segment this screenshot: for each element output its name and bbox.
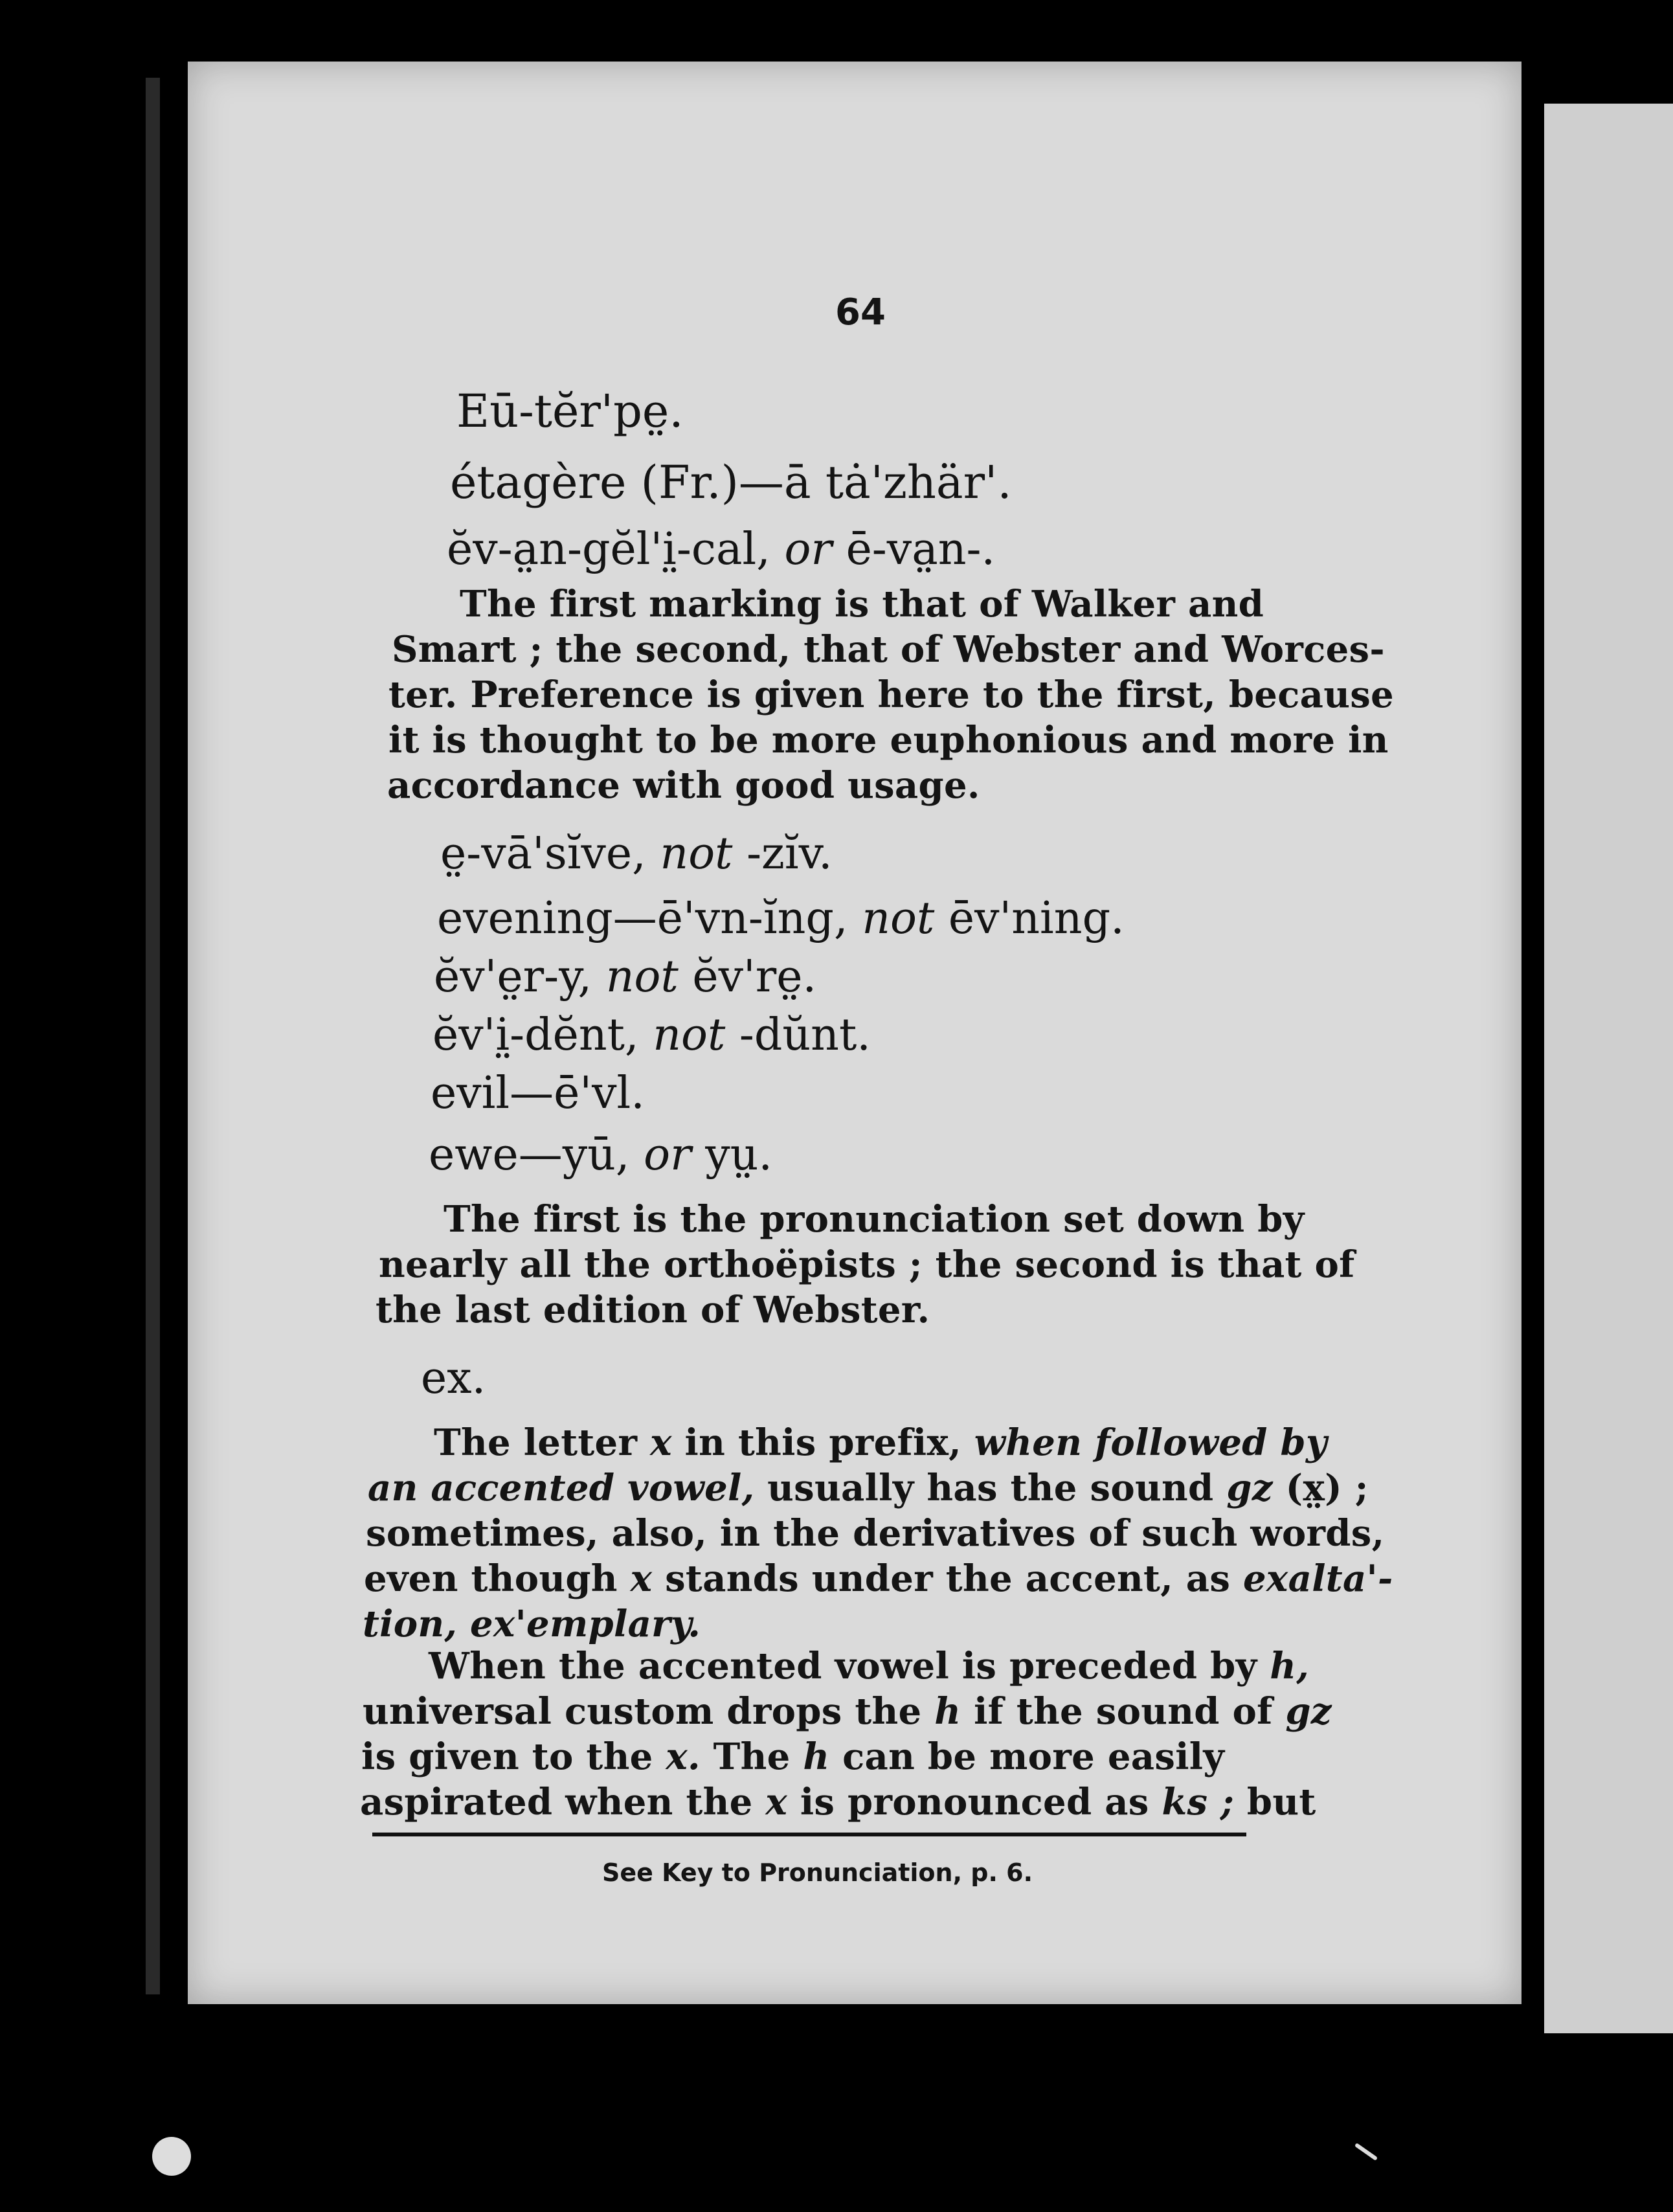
text-run: is given to the: [361, 1735, 666, 1778]
entry-euterpe: Eū-tĕr'pe̤.: [456, 385, 684, 438]
entry-variant: ē-va̤n-.: [831, 524, 996, 575]
entry-variant: -dŭnt.: [725, 1010, 871, 1061]
text-run: even though: [364, 1557, 631, 1600]
entry-every: [434, 951, 817, 1002]
page-number: 64: [835, 291, 886, 333]
entry-variant: -zĭv.: [732, 828, 833, 879]
text-run-italic: ks ;: [1162, 1781, 1235, 1823]
para2-line-3: the last edition of Webster.: [376, 1289, 930, 1331]
text-run: but: [1234, 1781, 1316, 1823]
text-run-italic: exalta'-: [1243, 1557, 1393, 1600]
para1-line-5: accordance with good usage.: [387, 764, 980, 807]
footer-rule: [372, 1833, 1246, 1836]
text-run: is pronounced as: [787, 1781, 1162, 1823]
text-run: can be more easily: [829, 1735, 1225, 1778]
para4-line-3: [361, 1735, 1225, 1778]
para2-line-2: nearly all the orthoëpists ; the second is that of: [379, 1243, 1355, 1286]
text-run: (x̤) ;: [1272, 1467, 1369, 1509]
entry-headword: e̤-vā'sĭve,: [440, 828, 660, 879]
entry-variant: yṳ.: [691, 1129, 773, 1180]
text-run-italic: h,: [1270, 1645, 1310, 1687]
entry-variant: ĕv're̤.: [678, 951, 817, 1002]
text-run-italic: h: [934, 1690, 961, 1733]
entry-ewe: [429, 1129, 773, 1180]
entry-ex: ex.: [421, 1353, 486, 1404]
text-run-italic: x: [630, 1557, 653, 1600]
text-run: aspirated when the: [360, 1781, 766, 1823]
entry-variant: ēv'ning.: [934, 893, 1125, 944]
book-spine-edge: [146, 78, 160, 1994]
text-run-italic: x.: [666, 1735, 701, 1778]
text-run: if the sound of: [961, 1690, 1286, 1733]
para1-line-1: The first marking is that of Walker and: [460, 583, 1264, 626]
entry-connector: not: [653, 1010, 726, 1061]
entry-evident: [432, 1010, 871, 1061]
text-run: The: [700, 1735, 803, 1778]
para4-line-2: [363, 1690, 1332, 1733]
text-run-italic: when followed by: [974, 1421, 1327, 1464]
text-run: When the accented vowel is preceded by: [429, 1645, 1270, 1687]
entry-headword: ĕv-a̤n-gĕl'i̤-cal,: [447, 524, 785, 575]
text-run-italic: tion, ex'emplary.: [363, 1603, 701, 1645]
entry-headword: ĕv'i̤-dĕnt,: [432, 1010, 653, 1061]
para3-line-5: [363, 1603, 701, 1645]
entry-headword: evening—ē'vn-ĭng,: [437, 893, 862, 944]
text-run: universal custom drops the: [363, 1690, 935, 1733]
para4-line-4: [360, 1781, 1316, 1823]
entry-evil: [431, 1068, 645, 1119]
text-run-italic: gz: [1285, 1690, 1332, 1733]
para3-line-4: [364, 1557, 1393, 1600]
entry-evangelical: [447, 524, 996, 575]
footer-note: See Key to Pronunciation, p. 6.: [602, 1858, 1033, 1887]
text-run: The letter: [434, 1421, 651, 1464]
text-run: usually has the sound: [754, 1467, 1227, 1509]
entry-headword: ĕv'e̤r-y,: [434, 951, 606, 1002]
text-run-italic: x: [765, 1781, 788, 1823]
para4-line-1: [429, 1645, 1310, 1687]
entry-connector: or: [644, 1129, 691, 1180]
next-page-edge: [1544, 104, 1673, 2033]
para3-line-1: [434, 1421, 1327, 1464]
para1-line-2: Smart ; the second, that of Webster and Worces-: [392, 628, 1385, 671]
entry-headword: evil—ē'vl.: [431, 1068, 645, 1119]
para1-line-4: it is thought to be more euphonious and more in: [388, 719, 1389, 762]
para3-line-2: [368, 1467, 1369, 1509]
entry-etagere: étagère (Fr.)—ā tȧ'zhär'.: [450, 456, 1012, 509]
entry-connector: not: [660, 828, 733, 879]
entry-connector: or: [784, 524, 832, 575]
para3-line-3: sometimes, also, in the derivatives of such words,: [366, 1512, 1385, 1555]
scan-speck: [152, 2137, 191, 2176]
entry-evasive: [440, 828, 833, 879]
text-run: in this prefix,: [671, 1421, 974, 1464]
entry-connector: not: [862, 893, 935, 944]
entry-evening: [437, 893, 1125, 944]
page-gutter: [1521, 62, 1544, 2033]
para2-line-1: The first is the pronunciation set down by: [444, 1198, 1305, 1241]
text-run-italic: an accented vowel,: [368, 1467, 755, 1509]
entry-connector: not: [605, 951, 679, 1002]
text-run-italic: gz: [1226, 1467, 1273, 1509]
para1-line-3: ter. Preference is given here to the first, because: [388, 673, 1394, 716]
entry-headword: ewe—yū,: [429, 1129, 644, 1180]
text-run-italic: h: [803, 1735, 830, 1778]
text-run: stands under the accent, as: [652, 1557, 1243, 1600]
text-run-italic: x: [650, 1421, 672, 1464]
